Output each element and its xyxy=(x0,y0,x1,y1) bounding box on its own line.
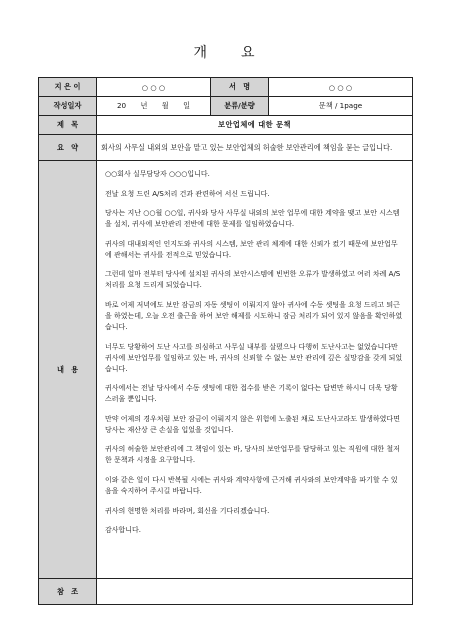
author-row xyxy=(39,78,413,97)
body-paragraph: 전날 요청 드린 A/S처리 건과 관련하여 서신 드립니다. xyxy=(105,189,270,198)
body-paragraph: 감사합니다. xyxy=(105,526,142,535)
reference-value xyxy=(97,579,413,605)
letter-body xyxy=(97,161,413,579)
reference-row xyxy=(39,579,413,605)
body-paragraph: 당사는 지난 ○○월 ○○일, 귀사와 당사 사무실 내외의 보안 업무에 대한 계약을 맺고 보안 시스템을 설치, 귀사에 보안관리 전반에 대한 문제를 일임하였습니다. xyxy=(105,209,400,229)
body-paragraph: 귀사에서는 전날 당사에서 수동 셋팅에 대한 접수를 받은 기록이 없다는 답변만 하시니 더욱 당황스러울 뿐입니다. xyxy=(105,384,398,404)
date-label: 작성일자 xyxy=(39,97,97,116)
author-value: ○ ○ ○ xyxy=(97,78,211,97)
summary-form-table xyxy=(38,77,413,605)
content-row xyxy=(39,161,413,579)
subject-value: 보안업체에 대한 문책 xyxy=(97,116,413,135)
body-paragraph: 이와 같은 일이 다시 반복될 시에는 귀사와 계약사항에 근거해 귀사와의 보안계약을 파기할 수 있음을 숙지하여 주시길 바랍니다. xyxy=(105,475,398,495)
body-paragraph: 귀사의 허술한 보안관리에 그 책임이 있는 바, 당사의 보안업무를 담당하고 있는 직원에 대한 철저한 문책과 시정을 요구합니다. xyxy=(105,445,400,465)
body-paragraph: 바로 어제 저녁에도 보안 잠금의 자동 셋팅이 이뤄지지 않아 귀사에 수동 셋팅을 요청 드리고 퇴근을 하였는데, 오늘 오전 출근을 하여 보안 해제를 시도하니 잠금 처리가 되어 있지 않음을 확인하였습니다. xyxy=(105,300,403,331)
summary-row xyxy=(39,135,413,161)
body-paragraph: 귀사의 대내외적인 인지도와 귀사의 시스템, 보안 관리 체계에 대한 신뢰가 컸기 때문에 보안업무에 관해서는 귀사를 전적으로 믿었습니다. xyxy=(105,239,398,259)
document-title: 개 요 xyxy=(193,45,257,61)
date-value: 20 년 월 일 xyxy=(97,97,211,116)
author-label: 지 은 이 xyxy=(39,78,97,97)
body-paragraph: 만약 어제의 경우처럼 보안 잠금이 이뤄지지 않은 위험에 노출된 채로 도난사고라도 발생하였다면 당사는 재산상 큰 손실을 입었을 것입니다. xyxy=(105,414,400,434)
date-row xyxy=(39,97,413,116)
reference-label: 참 조 xyxy=(39,579,97,605)
signature-value: ○ ○ ○ xyxy=(269,78,413,97)
subject-label: 제 목 xyxy=(39,116,97,135)
body-paragraph: 귀사의 현명한 처리를 바라며, 회신을 기다리겠습니다. xyxy=(105,506,270,515)
content-label: 내 용 xyxy=(39,161,97,579)
subject-row xyxy=(39,116,413,135)
body-paragraph: 그런데 얼마 전부터 당사에 설치된 귀사의 보안시스템에 빈번한 오류가 발생하였고 여러 차례 A/S처리를 요청 드리게 되었습니다. xyxy=(105,270,401,290)
summary-value: 회사의 사무실 내외의 보안을 맡고 있는 보안업체의 허술한 보안관리에 책임을 묻는 글입니다. xyxy=(97,135,413,161)
body-paragraph: 너무도 당황하여 도난 사고를 의심하고 사무실 내부를 살폈으나 다행히 도난사고는 없었습니다만 귀사에 보안업무를 일임하고 있는 바, 귀사의 신뢰할 수 없는 보안 관리에 깊은 실망감을 갖게 되었습니다. xyxy=(105,342,403,373)
body-paragraph: ○○회사 실무담당자 ○○○입니다. xyxy=(105,170,210,178)
summary-label: 요 약 xyxy=(39,135,97,161)
category-label: 분류/분량 xyxy=(211,97,269,116)
category-value: 문책 / 1page xyxy=(269,97,413,116)
signature-label: 서 명 xyxy=(211,78,269,97)
